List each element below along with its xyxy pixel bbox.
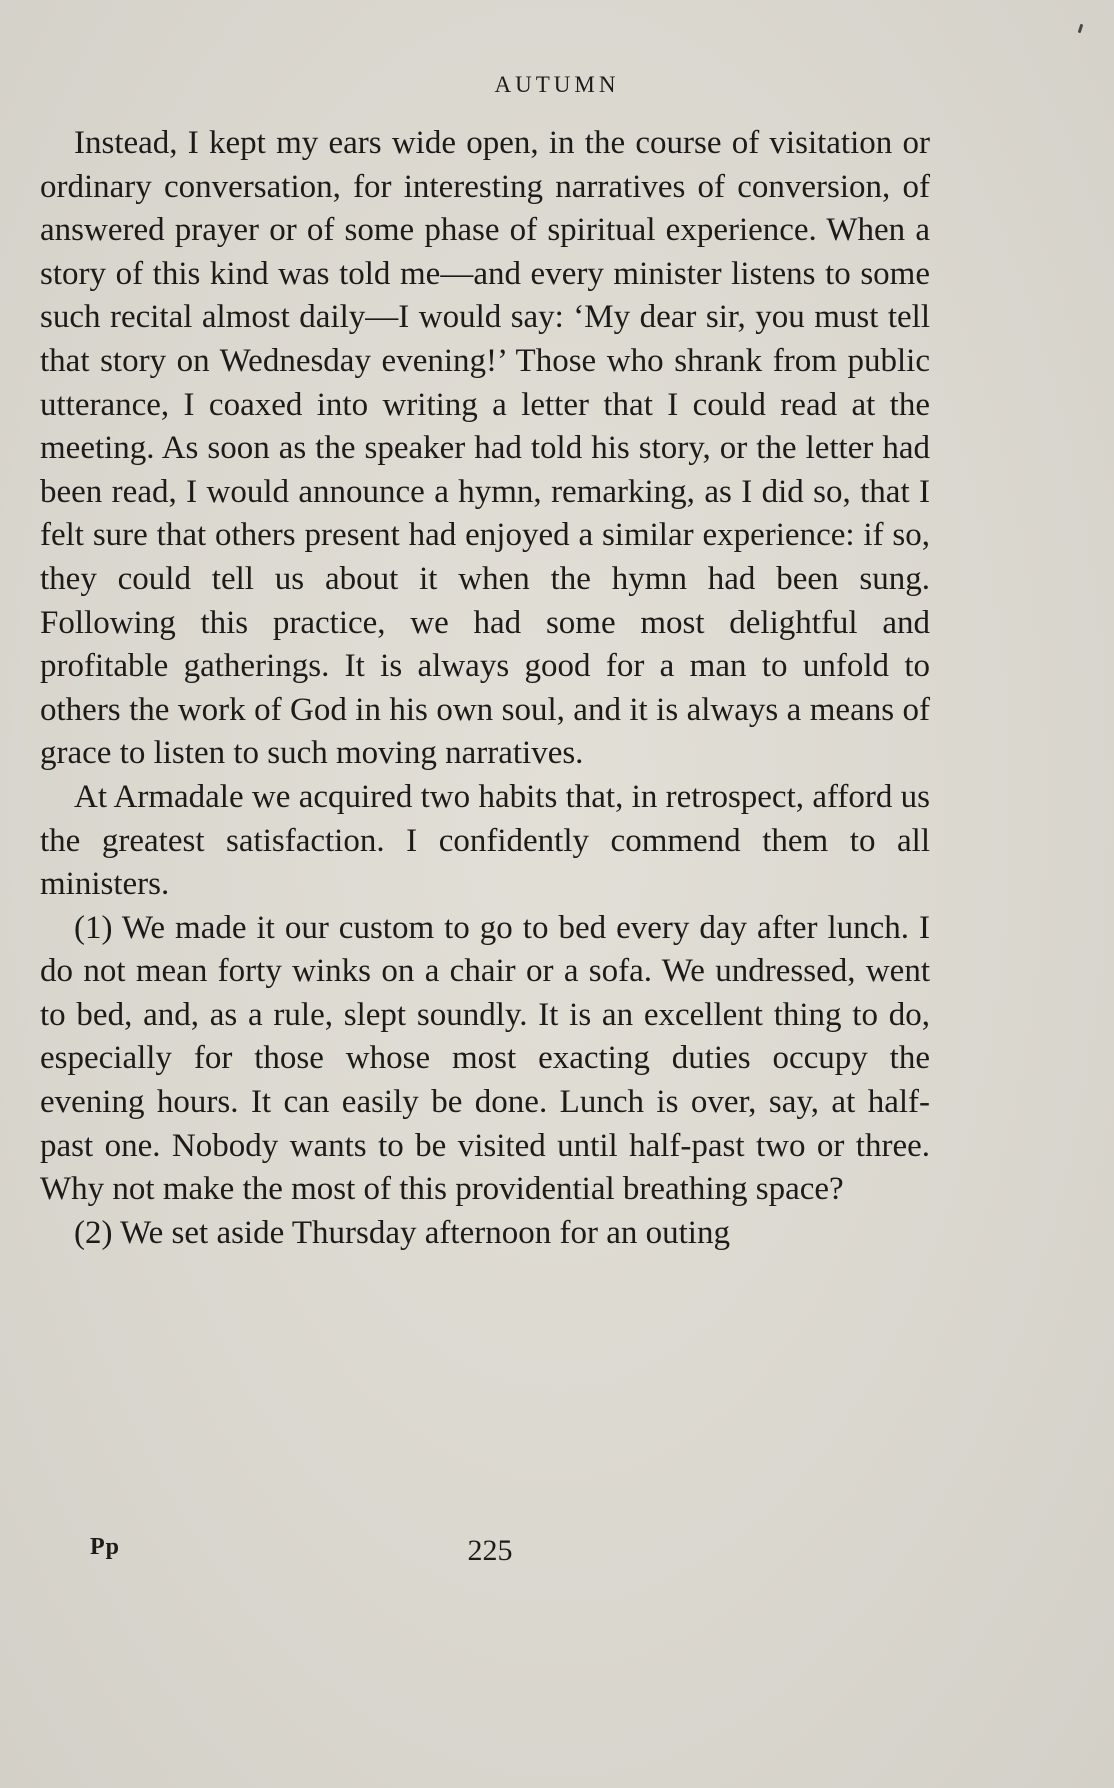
paragraph-2: At Armadale we acquired two habits that, in retrospect, afford us the greatest satisfaction. I confidently commend them to all ministers.	[40, 778, 930, 903]
signature-mark: Pp	[90, 1534, 121, 1560]
running-head: AUTUMN	[494, 72, 620, 97]
ink-speck	[1078, 24, 1084, 33]
paragraph-3: (1) We made it our custom to go to bed every day after lunch. I do not mean forty winks on a chair or a sofa. We undressed, went to bed, and, as a rule, slept soundly. It is an excellent thing to do, especially for those whose most exacting duties occupy the evening hours. It can easily be done. Lunch is over, say, at half-past one. Nobody wants to be visited until half-past two or three. Why not make the most of this providential breathing space?	[40, 909, 930, 1208]
page-number: 225	[467, 1534, 513, 1567]
body-text	[40, 122, 930, 1255]
paragraph-1: Instead, I kept my ears wide open, in the course of visitation or ordinary conversation, for interesting narratives of conversion, of answered prayer or of some phase of spiritual experience. When a story of this kind was told me—and every minister listens to some such recital almost daily—I would say: ‘My dear sir, you must tell that story on Wednesday evening!’ Those who shrank from public utterance, I coaxed into writing a letter that I could read at the meeting. As soon as the speaker had told his story, or the letter had been read, I would announce a hymn, remarking, as I did so, that I felt sure that others present had enjoyed a similar experience: if so, they could tell us about it when the hymn had been sung. Following this practice, we had some most delightful and profitable gatherings. It is always good for a man to unfold to others the work of God in his own soul, and it is always a means of grace to listen to such moving narratives.	[40, 125, 930, 772]
page-footer	[0, 1534, 1114, 1574]
paragraph-4: (2) We set aside Thursday afternoon for an outing	[74, 1214, 730, 1251]
